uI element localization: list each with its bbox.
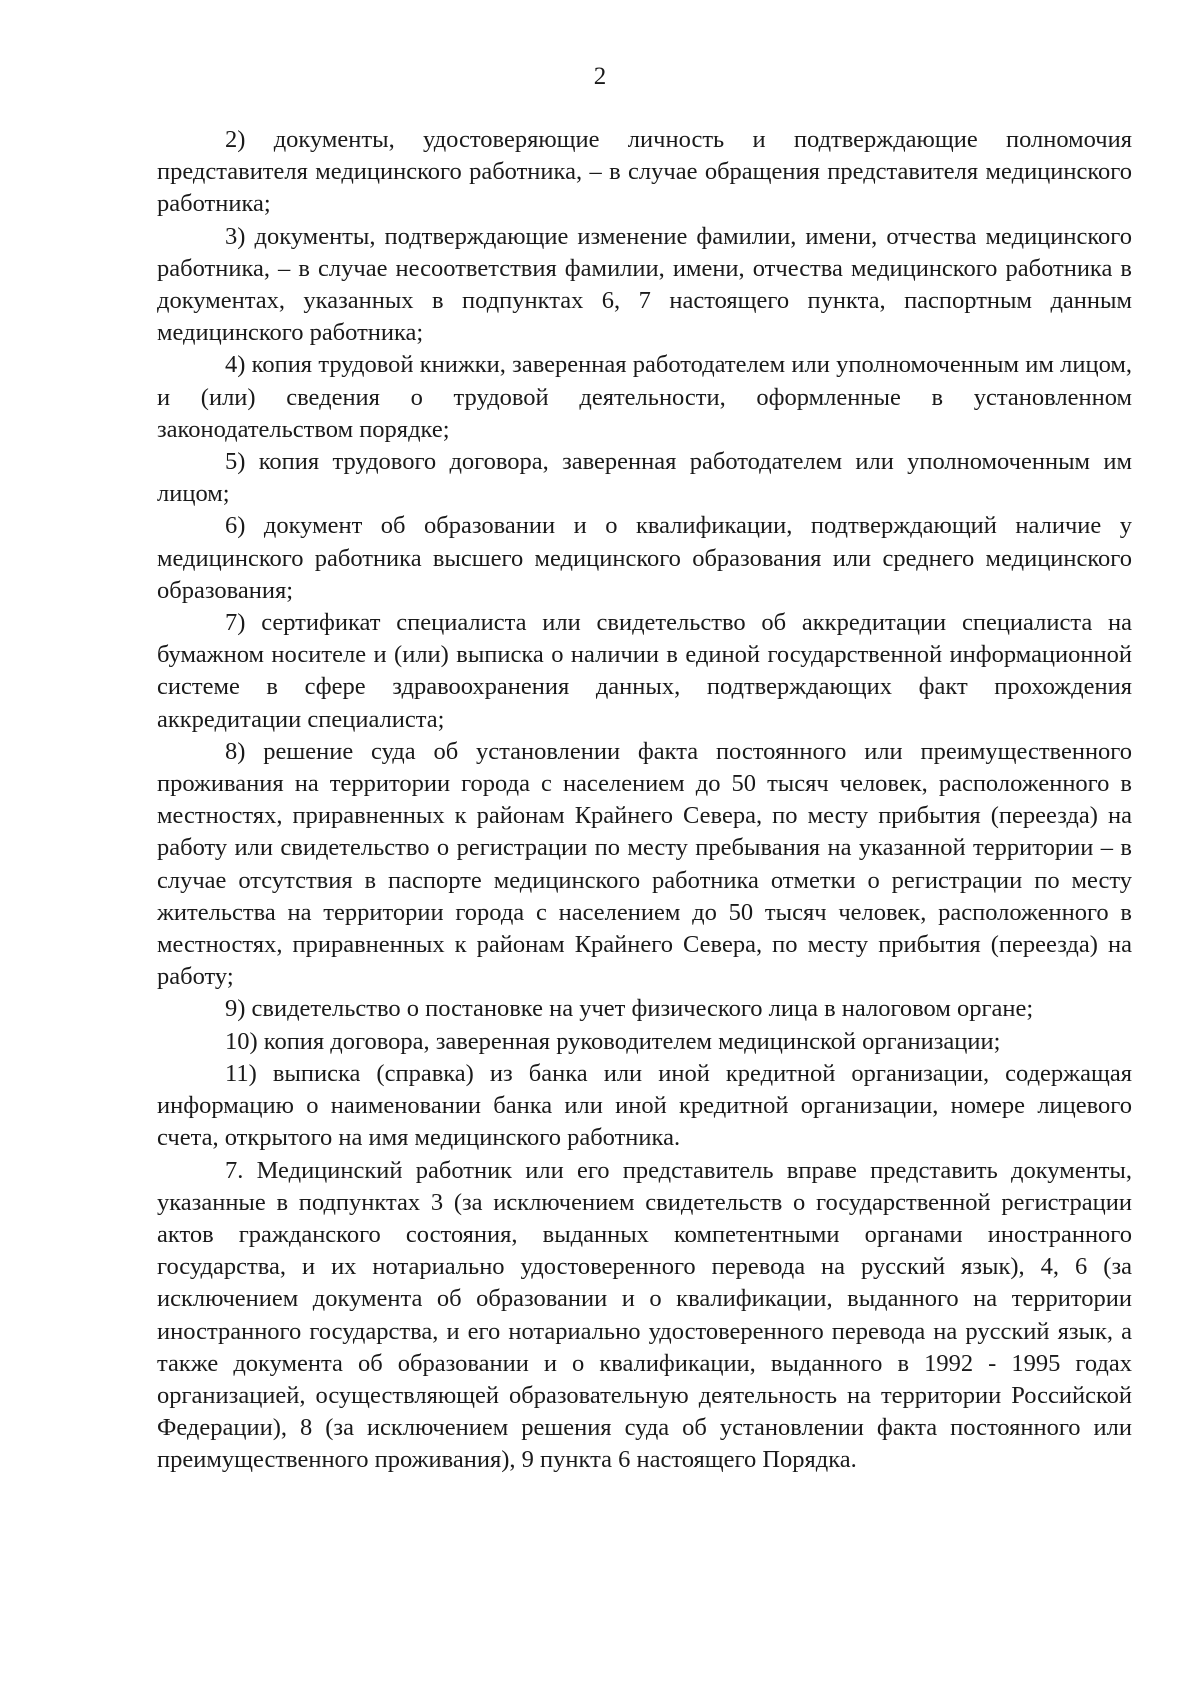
paragraph-item-2: 2) документы, удостоверяющие личность и подтверждающие полномочия представителя медицинского работника, – в случае обращения представителя медицинского работника;: [157, 126, 1132, 218]
paragraph-item-7: 7) сертификат специалиста или свидетельство об аккредитации специалиста на бумажном носителе и (или) выписка о наличии в единой государственной информационной системе в сфере здравоохранения данных, подтверждающих факт прохождения аккредитации специалиста;: [157, 609, 1132, 733]
paragraph-item-6: 6) документ об образовании и о квалификации, подтверждающий наличие у медицинского работника высшего медицинского образования или среднего медицинского образования;: [157, 512, 1132, 604]
paragraph-item-3: 3) документы, подтверждающие изменение фамилии, имени, отчества медицинского работника, – в случае несоответствия фамилии, имени, отчества медицинского работника в документах, указанных в подпунктах 6, 7 настоящего пункта, паспортным данным медицинского работника;: [157, 222, 1132, 347]
paragraph-item-10: 10) копия договора, заверенная руководителем медицинской организации;: [225, 1027, 1001, 1055]
paragraph-item-4: 4) копия трудовой книжки, заверенная работодателем или уполномоченным им лицом, и (или) сведения о трудовой деятельности, оформленные в установленном законодательством порядке;: [157, 351, 1132, 443]
paragraph-item-8: 8) решение суда об установлении факта постоянного или преимущественного проживания на территории города с населением до 50 тысяч человек, расположенного в местностях, приравненных к районам Крайнего Севера, по месту прибытия (переезда) на работу или свидетельство о регистрации по месту пребывания на указанной территории – в случае отсутствия в паспорте медицинского работника отметки о регистрации по месту жительства на территории города с населением до 50 тысяч человек, расположенного в местностях, приравненных к районам Крайнего Севера, по месту прибытия (переезда) на работу;: [157, 737, 1132, 991]
document-body: [157, 124, 1132, 1477]
paragraph-section-7: 7. Медицинский работник или его представитель вправе представить документы, указанные в подпунктах 3 (за исключением свидетельств о государственной регистрации актов гражданского состояния, выданных компетентными органами иностранного государства, и их нотариально удостоверенного перевода на русский язык), 4, 6 (за исключением документа об образовании и о квалификации, выданного на территории иностранного государства, и его нотариально удостоверенного перевода на русский язык, а также документа об образовании и о квалификации, выданного в 1992 - 1995 годах организацией, осуществляющей образовательную деятельность на территории Российской Федерации), 8 (за исключением решения суда об установлении факта постоянного или преимущественного проживания), 9 пункта 6 настоящего Порядка.: [157, 1156, 1132, 1474]
page-number: 2: [593, 63, 607, 90]
paragraph-item-9: 9) свидетельство о постановке на учет физического лица в налоговом органе;: [225, 995, 1034, 1023]
paragraph-item-11: 11) выписка (справка) из банка или иной кредитной организации, содержащая информацию о наименовании банка или иной кредитной организации, номере лицевого счета, открытого на имя медицинского работника.: [157, 1059, 1132, 1152]
paragraph-item-5: 5) копия трудового договора, заверенная работодателем или уполномоченным им лицом;: [157, 448, 1132, 508]
